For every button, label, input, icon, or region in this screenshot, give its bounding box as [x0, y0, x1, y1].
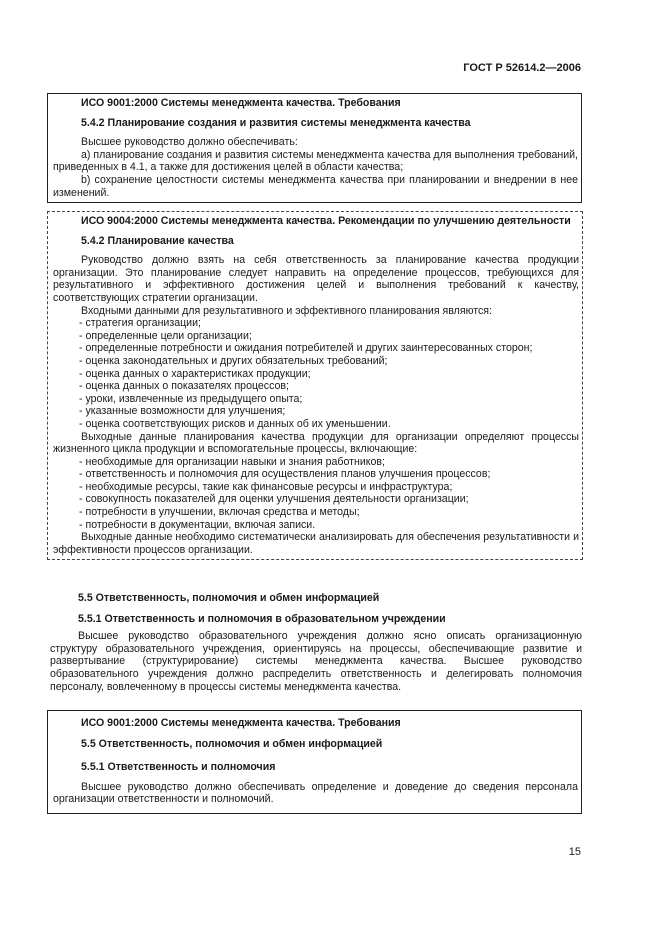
- box-heading: 5.5 Ответственность, полномочия и обмен информацией: [81, 737, 383, 750]
- iso-9001-box-responsibility: [47, 710, 582, 814]
- list-item: - стратегия организации;: [79, 317, 579, 330]
- outputs-list: [53, 456, 579, 532]
- box-heading: 5.4.2 Планирование качества: [81, 234, 234, 247]
- box-closing: Выходные данные необходимо систематически анализировать для обеспечения результативности и эффективности процессов организации.: [53, 531, 579, 556]
- box-item-b: b) сохранение целостности системы менеджмента качества при планировании и внедрении в нее изменений.: [53, 173, 578, 199]
- list-item: - определенные цели организации;: [79, 330, 579, 343]
- inputs-list: [53, 317, 579, 430]
- list-item: - потребности в улучшении, включая средства и методы;: [79, 506, 579, 519]
- box-title: ИСО 9001:2000 Системы менеджмента качества. Требования: [81, 717, 401, 729]
- list-item: - оценка соответствующих рисков и данных об их уменьшении.: [79, 418, 579, 431]
- list-item: - оценка данных о показателях процессов;: [79, 380, 579, 393]
- section-5-5: [50, 592, 582, 693]
- page-number: 15: [568, 846, 581, 858]
- document-code: ГОСТ Р 52614.2—2006: [463, 62, 581, 74]
- list-item: - потребности в документации, включая записи.: [79, 519, 579, 532]
- box-title: ИСО 9004:2000 Системы менеджмента качества. Рекомендации по улучшению деятельности: [81, 215, 571, 227]
- box-paragraph: Руководство должно взять на себя ответственность за планирование качества продукции организации. Это планирование следует направить на определение процессов, требующихся для результативного и эффективного достижения целей и выполнения требований к качеству, соответствующих стратегии организации.: [53, 254, 579, 304]
- outputs-intro: Выходные данные планирования качества продукции для организации определяют процессы жизненного цикла продукции и вспомогательные процессы, включающие:: [53, 430, 579, 456]
- box-subheading: 5.5.1 Ответственность и полномочия: [81, 761, 276, 774]
- subsection-heading: 5.5.1 Ответственность и полномочия в образовательном учреждении: [78, 612, 446, 625]
- list-item: - уроки, извлеченные из предыдущего опыта;: [79, 393, 579, 406]
- iso-9001-box-planning: [47, 93, 582, 203]
- inputs-intro: Входными данными для результативного и эффективного планирования являются:: [81, 304, 492, 317]
- box-title: ИСО 9001:2000 Системы менеджмента качества. Требования: [81, 97, 401, 109]
- box-text: Высшее руководство должно обеспечивать определение и доведение до сведения персонала организации ответственности и полномочий.: [53, 780, 578, 806]
- box-text: Высшее руководство должно обеспечивать:: [81, 136, 298, 149]
- section-heading: 5.5 Ответственность, полномочия и обмен информацией: [78, 592, 380, 604]
- list-item: - ответственность и полномочия для осуществления планов улучшения процессов;: [79, 468, 579, 481]
- list-item: - необходимые для организации навыки и знания работников;: [79, 456, 579, 469]
- list-item: - необходимые ресурсы, такие как финансовые ресурсы и инфраструктура;: [79, 481, 579, 494]
- list-item: - указанные возможности для улучшения;: [79, 405, 579, 418]
- list-item: - определенные потребности и ожидания потребителей и других заинтересованных сторон;: [79, 342, 579, 355]
- box-heading: 5.4.2 Планирование создания и развития системы менеджмента качества: [81, 116, 471, 129]
- section-paragraph: Высшее руководство образовательного учреждения должно ясно описать организационную структуру образовательного учреждения, ориентируясь на процессы, обеспечивающие развитие и развертывание (структурирование) системы менеджмента качества. Высшее руководство образовательного учреждения должно распределить ответственность и делегировать полномочия персоналу, вовлеченному в процессы системы менеджмента качества.: [50, 630, 582, 693]
- iso-9004-box-quality-planning: [47, 211, 583, 560]
- list-item: - совокупность показателей для оценки улучшения деятельности организации;: [79, 493, 579, 506]
- list-item: - оценка данных о характеристиках продукции;: [79, 368, 579, 381]
- box-item-a: а) планирование создания и развития системы менеджмента качества для выполнения требований, приведенных в 4.1, а также для достижения целей в области качества;: [53, 148, 578, 174]
- list-item: - оценка законодательных и других обязательных требований;: [79, 355, 579, 368]
